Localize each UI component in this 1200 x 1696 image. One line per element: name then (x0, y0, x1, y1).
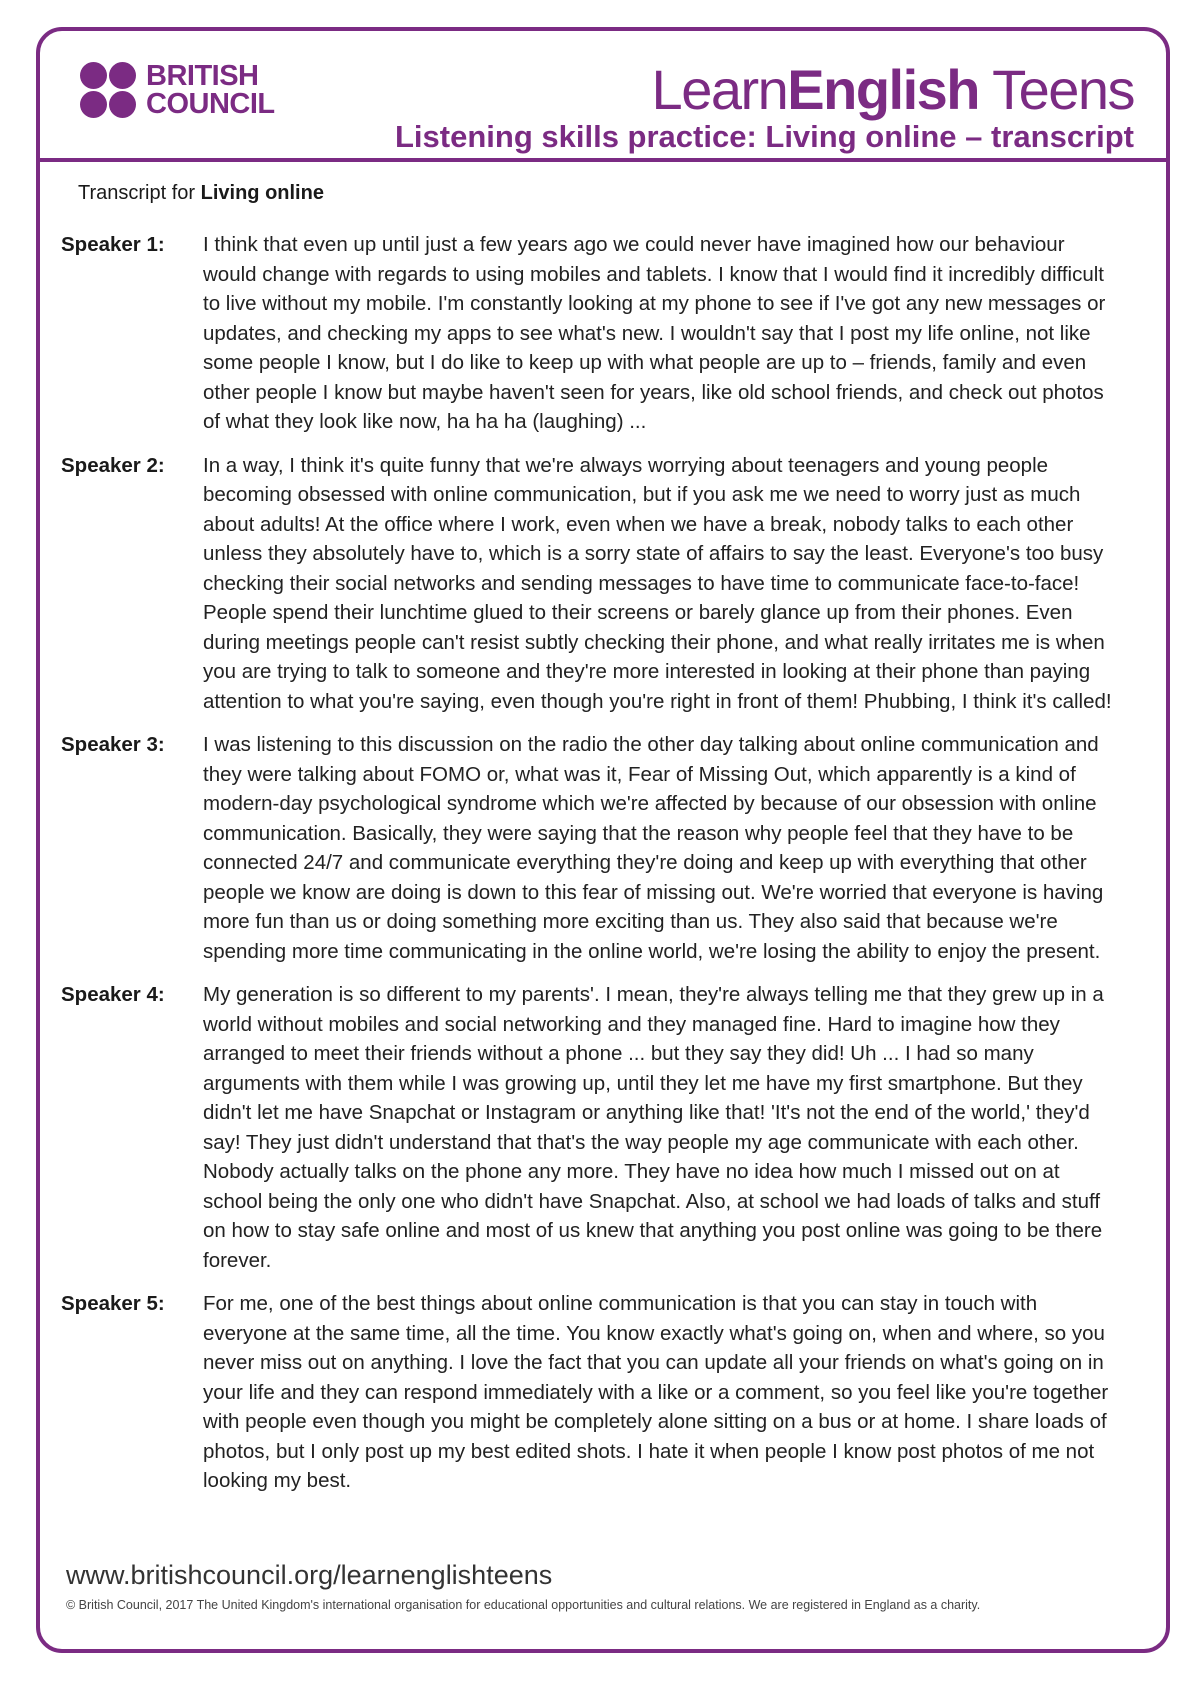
transcript-entry (61, 980, 1131, 1275)
transcript-entry (61, 451, 1131, 717)
speaker-label: Speaker 2: (61, 453, 165, 477)
logo-line-2: COUNCIL (146, 88, 275, 120)
speaker-text: For me, one of the best things about online communication is that you can stay in touch with everyone at the same time, all the time. You know exactly what's going on, when and where, so you never miss out on anything. I love the fact that you can update all your friends on what's going on in your life and they can respond immediately with a like or a comment, so you feel like you're together with people even though you might be completely alone sitting on a bus or at home. I share loads of photos, but I only post up my best edited shots. I hate it when people I know post photos of me not looking my best. (203, 1292, 1109, 1492)
transcript-entry (61, 730, 1131, 966)
speaker-label: Speaker 5: (61, 1292, 165, 1315)
speaker-text: In a way, I think it's quite funny that we're always worrying about teenagers and young people becoming obsessed with online communication, but if you ask me we need to worry just as much about adults! At the office where I work, even when we have a break, nobody talks to each other unless they absolutely have to, which is a sorry state of affairs to say the least. Everyone's too busy checking their social networks and sending messages to have time to communicate face-to-face! People spend their lunchtime glued to their screens or barely glance up from their phones. Even during meetings people can't resist subtly checking their phone, and what really irritates me is when you are trying to talk to someone and they're more interested in looking at their phone than paying attention to what you're saying, even though you're right in front of them! Phubbing, I think it's called! (203, 453, 1112, 713)
speaker-label: Speaker 1: (61, 233, 165, 256)
transcript-intro (78, 180, 324, 206)
speaker-label: Speaker 3: (61, 733, 165, 756)
learnenglish-teens-logo[interactable] (652, 58, 1134, 122)
british-council-dots-icon (80, 62, 140, 120)
logo-teens: Teens (979, 58, 1134, 121)
footer-website-link[interactable]: www.britishcouncil.org/learnenglishteens (66, 1560, 553, 1590)
logo-english: English (787, 58, 980, 121)
logo-line-1: BRITISH (146, 60, 259, 92)
footer-copyright: © British Council, 2017 The United Kingdom's international organisation for educational opportunities and cultural relations. We are registered in England as a charity. (66, 1598, 981, 1612)
speaker-text: I was listening to this discussion on the radio the other day talking about online communication and they were talking about FOMO or, what was it, Fear of Missing Out, which apparently is a kind of modern-day psychological syndrome which we're affected by because of our obsession with online communication. Basically, they were saying that the reason why people feel that they have to be connected 24/7 and communicate everything they're doing and keep up with everything that other people we know are doing is down to this fear of missing out. We're worried that everyone is having more fun than us or doing something more exciting than us. They also said that because we're spending more time communicating in the online world, we're losing the ability to enjoy the present. (203, 733, 1104, 963)
page-title: Listening skills practice: Living online – transcript (394, 119, 1134, 154)
logo-learn: Learn (651, 58, 788, 121)
british-council-wordmark (146, 62, 275, 118)
speaker-label: Speaker 4: (61, 983, 165, 1006)
speaker-text: I think that even up until just a few years ago we could never have imagined how our behaviour would change with regards to using mobiles and tablets. I know that I would find it incredibly difficult to live without my mobile. I'm constantly looking at my phone to see if I've got any new messages or updates, and checking my apps to see what's new. I wouldn't say that I post my life online, not like some people I know, but I do like to keep up with what people are up to – friends, family and even other people I know but maybe haven't seen for years, like old school friends, and check out photos of what they look like now, ha ha ha (laughing) ... (203, 233, 1106, 433)
transcript-body (61, 230, 1131, 1510)
header-divider (38, 158, 1168, 162)
transcript-entry (61, 230, 1131, 437)
british-council-logo[interactable] (80, 62, 280, 122)
intro-topic: Living online (200, 182, 324, 204)
speaker-text: My generation is so different to my parents'. I mean, they're always telling me that they grew up in a world without mobiles and social networking and they managed fine. Hard to imagine how they arranged to meet their friends without a phone ... but they say they did! Uh ... I had so many arguments with them while I was growing up, until they let me have my first smartphone. But they didn't let me have Snapchat or Instagram or anything like that! 'It's not the end of the world,' they'd say! They just didn't understand that that's the way people my age communicate with each other. Nobody actually talks on the phone any more. They have no idea how much I missed out on at school being the only one who didn't have Snapchat. Also, at school we had loads of talks and stuff on how to stay safe online and most of us knew that anything you post online was going to be there forever. (203, 983, 1104, 1272)
intro-prefix: Transcript for (78, 182, 201, 204)
transcript-entry (61, 1289, 1131, 1496)
